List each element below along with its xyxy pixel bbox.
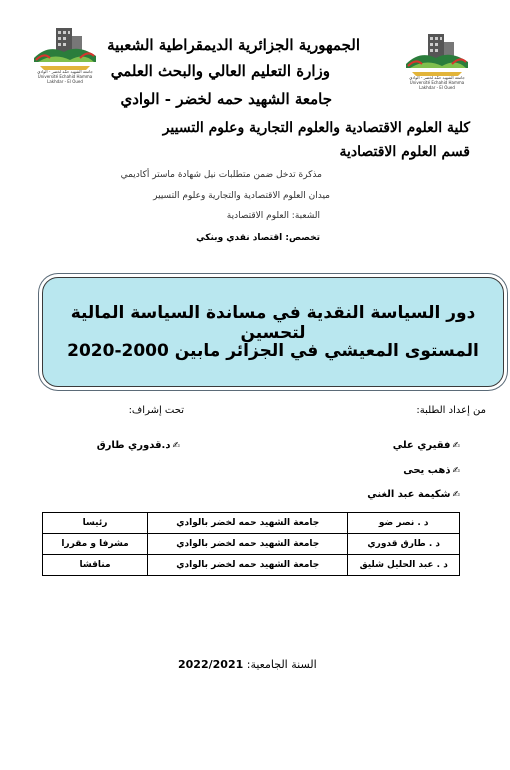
memo-statement: مذكرة تدخل ضمن متطلبات نيل شهادة ماستر أكاديمي [120,170,322,180]
thesis-title-box [42,277,504,387]
thesis-title-line1: دور السياسة النقدية في مساندة السياسة المالية لتحسين [70,303,476,343]
academic-year-value: 2022/2021 [178,658,244,671]
thesis-title-line2: المستوى المعيشي في الجزائر مابين 2000-2020 [67,341,479,361]
jury-member-role: رئيسا [43,513,148,534]
academic-year [178,658,317,671]
university-logo-right [402,28,472,90]
faculty-name: كلية العلوم الاقتصادية والعلوم التجارية وعلوم التسيير [162,120,470,136]
jury-member-role: مناقشا [43,555,148,576]
student-name: ✍فقيري علي [392,440,460,451]
logo-caption: جامعة الشهيد حمّه لخضر - الوادي Université Echahid Hamma Lakhdar - El Oued [37,69,93,84]
jury-member-role: مشرفا و مقررا [43,534,148,555]
table-row [43,513,460,534]
republic-name: الجمهورية الجزائرية الديمقراطية الشعبية [107,36,360,54]
university-logo-icon [402,28,472,80]
pen-icon: ✍ [452,466,460,476]
university-name: جامعة الشهيد حمه لخضر - الوادي [120,90,332,108]
ministry-name: وزارة التعليم العالي والبحث العلمي [110,62,330,80]
logo-caption: جامعة الشهيد حمّه لخضر - الوادي Université Echahid Hamma Lakhdar - El Oued [409,75,465,90]
jury-member-name: د . عبد الحليل شليق [348,555,460,576]
jury-table [42,512,460,576]
pen-icon: ✍ [172,441,180,451]
jury-member-institution: جامعة الشهيد حمه لخضر بالوادي [148,513,348,534]
academic-year-label: السنة الجامعية: [246,658,317,671]
supervisor-label: تحت إشراف: [128,405,184,416]
student-name: ✍شكيمة عبد الغني [367,489,460,500]
jury-member-name: د . نصر ضو [348,513,460,534]
jury-member-institution: جامعة الشهيد حمه لخضر بالوادي [148,555,348,576]
university-logo-icon [30,22,100,74]
pen-icon: ✍ [452,441,460,451]
table-row [43,555,460,576]
specialty-statement: تخصص: اقتصاد نقدي وبنكي [196,233,320,243]
field-statement: ميدان العلوم الاقتصادية والتجارية وعلوم التسيير [153,191,330,201]
jury-member-institution: جامعة الشهيد حمه لخضر بالوادي [148,534,348,555]
table-row [43,534,460,555]
students-label: من إعداد الطلبة: [416,405,486,416]
university-logo-left [30,22,100,84]
pen-icon: ✍ [452,490,460,500]
supervisor-name: ✍د.قدوري طارق [96,440,180,451]
jury-member-name: د . طارق قدوري [348,534,460,555]
branch-statement: الشعبة: العلوم الاقتصادية [226,211,320,221]
department-name: قسم العلوم الاقتصادية [339,144,470,160]
student-name: ✍ذهب يحى [403,465,460,476]
